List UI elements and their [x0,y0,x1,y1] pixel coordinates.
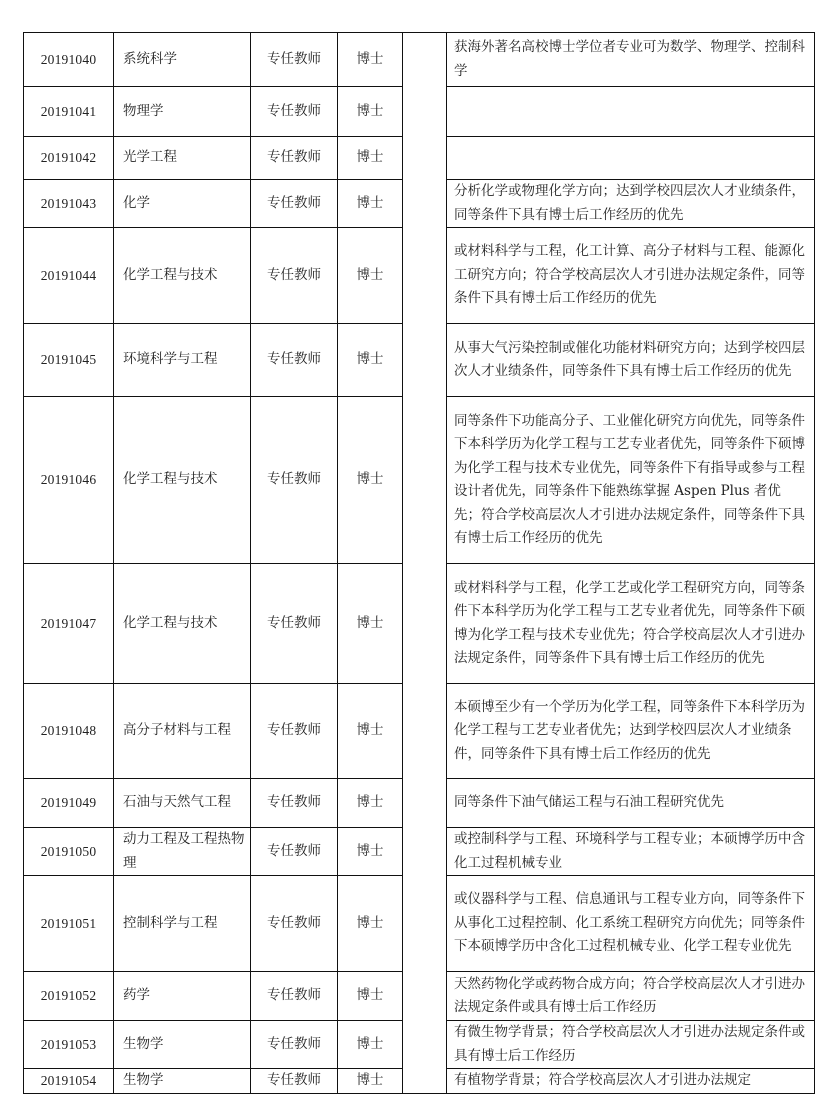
position-type: 专任教师 [251,87,338,137]
position-code: 20191049 [24,779,114,828]
major-name: 高分子材料与工程 [114,684,251,779]
degree: 博士 [338,180,403,228]
position-type: 专任教师 [251,1069,338,1094]
position-type: 专任教师 [251,397,338,564]
major-name: 生物学 [114,1069,251,1094]
major-name: 化学工程与技术 [114,397,251,564]
requirements: 本硕博至少有一个学历为化学工程，同等条件下本科学历为化学工程与工艺专业者优先；达到学校四层次人才业绩条件，同等条件下具有博士后工作经历的优先 [447,684,815,779]
position-code: 20191045 [24,324,114,397]
major-name: 控制科学与工程 [114,876,251,972]
position-code: 20191040 [24,33,114,87]
major-name: 系统科学 [114,33,251,87]
requirements [447,87,815,137]
major-name: 物理学 [114,87,251,137]
requirements: 有植物学背景；符合学校高层次人才引进办法规定 [447,1069,815,1094]
major-name: 环境科学与工程 [114,324,251,397]
table-row [24,33,815,87]
requirements: 或控制科学与工程、环境科学与工程专业；本硕博学历中含化工过程机械专业 [447,828,815,876]
position-code: 20191042 [24,137,114,180]
requirements: 同等条件下油气储运工程与石油工程研究优先 [447,779,815,828]
requirements: 获海外著名高校博士学位者专业可为数学、物理学、控制科学 [447,33,815,87]
major-name: 化学 [114,180,251,228]
degree: 博士 [338,228,403,324]
requirements: 或仪器科学与工程、信息通讯与工程专业方向，同等条件下从事化工过程控制、化工系统工程研究方向优先；同等条件下本硕博学历中含化工过程机械专业、化学工程专业优先 [447,876,815,972]
position-type: 专任教师 [251,684,338,779]
degree: 博士 [338,137,403,180]
degree: 博士 [338,397,403,564]
position-code: 20191054 [24,1069,114,1094]
requirements: 或材料科学与工程，化学工艺或化学工程研究方向，同等条件下本科学历为化学工程与工艺专业者优先，同等条件下硕博为化学工程与技术专业优先；符合学校高层次人才引进办法规定条件，同等条件下具有博士后工作经历的优先 [447,564,815,684]
position-type: 专任教师 [251,180,338,228]
degree: 博士 [338,87,403,137]
major-name: 化学工程与技术 [114,228,251,324]
recruitment-table [23,32,815,1094]
major-name: 药学 [114,972,251,1021]
requirements: 分析化学或物理化学方向；达到学校四层次人才业绩条件，同等条件下具有博士后工作经历的优先 [447,180,815,228]
position-code: 20191043 [24,180,114,228]
position-type: 专任教师 [251,33,338,87]
requirements: 从事大气污染控制或催化功能材料研究方向；达到学校四层次人才业绩条件，同等条件下具有博士后工作经历的优先 [447,324,815,397]
position-code: 20191052 [24,972,114,1021]
requirements: 或材料科学与工程，化工计算、高分子材料与工程、能源化工研究方向；符合学校高层次人才引进办法规定条件，同等条件下具有博士后工作经历的优先 [447,228,815,324]
position-code: 20191048 [24,684,114,779]
position-code: 20191041 [24,87,114,137]
position-code: 20191050 [24,828,114,876]
position-type: 专任教师 [251,779,338,828]
requirements: 有微生物学背景；符合学校高层次人才引进办法规定条件或具有博士后工作经历 [447,1021,815,1069]
position-code: 20191044 [24,228,114,324]
position-type: 专任教师 [251,828,338,876]
position-type: 专任教师 [251,1021,338,1069]
major-name: 动力工程及工程热物理 [114,828,251,876]
degree: 博士 [338,779,403,828]
position-type: 专任教师 [251,228,338,324]
requirements [447,137,815,180]
requirements: 天然药物化学或药物合成方向；符合学校高层次人才引进办法规定条件或具有博士后工作经历 [447,972,815,1021]
position-type: 专任教师 [251,137,338,180]
merged-blank-cell [403,33,447,1094]
position-type: 专任教师 [251,972,338,1021]
degree: 博士 [338,828,403,876]
degree: 博士 [338,972,403,1021]
position-code: 20191046 [24,397,114,564]
degree: 博士 [338,876,403,972]
degree: 博士 [338,684,403,779]
position-code: 20191053 [24,1021,114,1069]
degree: 博士 [338,33,403,87]
major-name: 石油与天然气工程 [114,779,251,828]
requirements: 同等条件下功能高分子、工业催化研究方向优先，同等条件下本科学历为化学工程与工艺专业者优先，同等条件下硕博为化学工程与技术专业优先，同等条件下有指导或参与工程设计者优先，同等条件下能熟练掌握 Aspen Plus 者优先；符合学校高层次人才引进办法规定条件，同等条件下具有博士后工作经历的优先 [447,397,815,564]
degree: 博士 [338,1021,403,1069]
degree: 博士 [338,1069,403,1094]
degree: 博士 [338,564,403,684]
major-name: 生物学 [114,1021,251,1069]
major-name: 光学工程 [114,137,251,180]
position-code: 20191051 [24,876,114,972]
position-type: 专任教师 [251,876,338,972]
position-type: 专任教师 [251,324,338,397]
degree: 博士 [338,324,403,397]
position-type: 专任教师 [251,564,338,684]
major-name: 化学工程与技术 [114,564,251,684]
position-code: 20191047 [24,564,114,684]
